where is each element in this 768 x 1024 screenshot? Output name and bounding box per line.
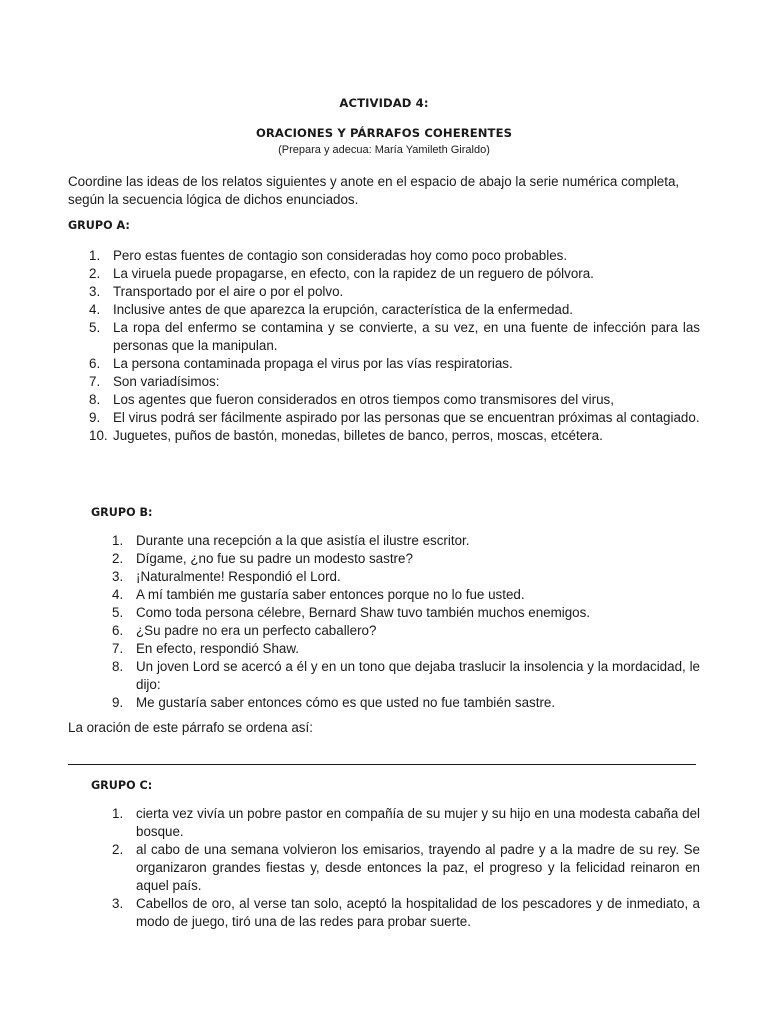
answer-prompt: La oración de este párrafo se ordena así: [68, 720, 313, 735]
item-text: ¿Su padre no era un perfecto caballero? [136, 623, 377, 638]
group-b-title: GRUPO B: [91, 506, 153, 519]
item-number: 3. [112, 569, 124, 584]
item-text: El virus podrá ser fácilmente aspirado por las personas que se encuentran próximas al contagiado. [113, 410, 700, 425]
list-item [89, 247, 700, 265]
group-a-title: GRUPO A: [68, 219, 130, 232]
list-item [89, 301, 700, 319]
item-text: A mí también me gustaría saber entonces porque no lo fue usted. [136, 587, 525, 602]
item-text: Me gustaría saber entonces cómo es que usted no fue también sastre. [136, 695, 556, 710]
item-text: ¡Naturalmente! Respondió el Lord. [136, 569, 341, 584]
item-number: 7. [112, 641, 124, 656]
item-number: 5. [89, 320, 101, 335]
item-text: Transportado por el aire o por el polvo. [113, 284, 344, 299]
list-item [112, 640, 700, 658]
item-text: Dígame, ¿no fue su padre un modesto sastre? [136, 551, 413, 566]
list-item [89, 319, 700, 355]
list-item [112, 532, 700, 550]
item-number: 4. [89, 302, 101, 317]
list-item [89, 283, 700, 301]
item-number: 2. [112, 551, 124, 566]
answer-line [68, 764, 696, 765]
item-number: 2. [89, 266, 101, 281]
item-number: 8. [112, 659, 124, 674]
activity-title: ACTIVIDAD 4: [339, 96, 429, 110]
item-number: 1. [112, 806, 124, 821]
list-item [89, 265, 700, 283]
group-b-list [112, 532, 700, 712]
list-item [112, 586, 700, 604]
list-item [112, 658, 700, 694]
item-text: Como toda persona célebre, Bernard Shaw tuvo también muchos enemigos. [136, 605, 591, 620]
list-item [112, 805, 700, 841]
item-text: Son variadísimos: [113, 374, 220, 389]
list-item [89, 427, 700, 445]
list-item [89, 409, 700, 427]
item-text: Juguetes, puños de bastón, monedas, billetes de banco, perros, moscas, etcétera. [113, 428, 603, 443]
item-number: 4. [112, 587, 124, 602]
group-c-title: GRUPO C: [91, 779, 153, 792]
item-text: Pero estas fuentes de contagio son consideradas hoy como poco probables. [113, 248, 568, 263]
item-number: 6. [89, 356, 101, 371]
item-text: Inclusive antes de que aparezca la erupción, característica de la enfermedad. [113, 302, 574, 317]
list-item [89, 355, 700, 373]
item-text: La persona contaminada propaga el virus por las vías respiratorias. [113, 356, 513, 371]
list-item [112, 568, 700, 586]
item-text: Los agentes que fueron considerados en otros tiempos como transmisores del virus, [113, 392, 614, 407]
item-number: 3. [89, 284, 101, 299]
list-item [112, 895, 700, 931]
list-item [112, 550, 700, 568]
document-subtitle: ORACIONES Y PÁRRAFOS COHERENTES [255, 126, 513, 140]
item-number: 10. [89, 428, 108, 443]
item-number: 9. [112, 695, 124, 710]
list-item [112, 841, 700, 895]
item-number: 5. [112, 605, 124, 620]
item-text: Durante una recepción a la que asistía el ilustre escritor. [136, 533, 470, 548]
group-a-list [89, 247, 700, 445]
item-number: 3. [112, 896, 124, 911]
item-text: La viruela puede propagarse, en efecto, con la rapidez de un reguero de pólvora. [113, 266, 594, 281]
list-item [112, 622, 700, 640]
item-number: 7. [89, 374, 101, 389]
item-number: 9. [89, 410, 101, 425]
instructions-paragraph: Coordine las ideas de los relatos siguientes y anote en el espacio de abajo la serie numérica completa, según la secuencia lógica de dichos enunciados. [68, 174, 680, 207]
list-item [112, 694, 700, 712]
group-c-list [112, 805, 700, 931]
item-text: Un joven Lord se acercó a él y en un tono que dejaba traslucir la insolencia y la mordacidad, le dijo: [136, 659, 700, 692]
item-text: cierta vez vivía un pobre pastor en compañía de su mujer y su hijo en una modesta cabaña del bosque. [136, 806, 700, 839]
item-number: 2. [112, 842, 124, 857]
item-text: La ropa del enfermo se contamina y se convierte, a su vez, en una fuente de infección para las personas que la manipulan. [113, 320, 700, 353]
item-number: 8. [89, 392, 101, 407]
list-item [89, 373, 700, 391]
item-text: al cabo de una semana volvieron los emisarios, trayendo al padre y a la madre de su rey. Se organizaron grandes fiestas y, desde entonces la paz, el progreso y la felicidad reinaron en aquel país. [136, 842, 700, 893]
list-item [112, 604, 700, 622]
author-credit: (Prepara y adecua: María Yamileth Giraldo) [278, 144, 490, 156]
item-text: Cabellos de oro, al verse tan solo, aceptó la hospitalidad de los pescadores y de inmediato, a modo de juego, tiró una de las redes para probar suerte. [136, 896, 700, 929]
item-number: 1. [89, 248, 101, 263]
list-item [89, 391, 700, 409]
item-number: 6. [112, 623, 124, 638]
item-text: En efecto, respondió Shaw. [136, 641, 300, 656]
item-number: 1. [112, 533, 124, 548]
